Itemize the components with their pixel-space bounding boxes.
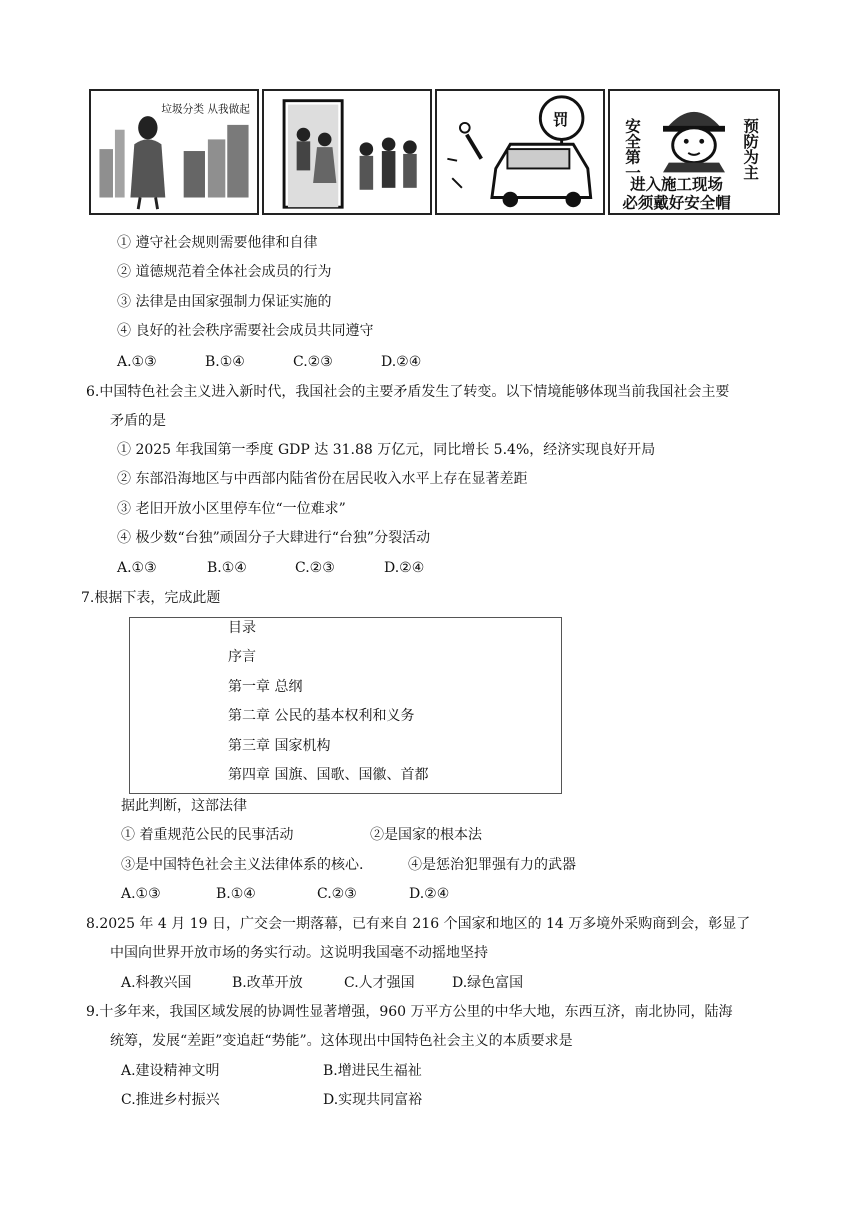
q9-option-b[interactable]: B.增进民生福祉 [323, 1063, 422, 1079]
comic-panel-safety-helmet [608, 89, 780, 215]
q6-stem-line2: 矛盾的是 [110, 413, 166, 429]
panel4-line1: 进入施工现场 [630, 175, 724, 194]
q5-option-c[interactable]: C.②③ [293, 354, 333, 370]
q5-option-d[interactable]: D.②④ [381, 354, 422, 370]
q9-stem-line1: 9.十多年来，我国区域发展的协调性显著增强，960 万平方公里的中华大地，东西互济，南北协同，陆海 [86, 1004, 733, 1020]
q5-option-a[interactable]: A.①③ [117, 354, 157, 370]
q9-option-c[interactable]: C.推进乡村振兴 [121, 1092, 220, 1108]
q5-statement-2: ② 道德规范着全体社会成员的行为 [117, 264, 332, 280]
q7-statement-1: ① 着重规范公民的民事活动 [121, 827, 294, 843]
q7-statement-4: ④是惩治犯罪强有力的武器 [408, 857, 576, 873]
panel4-left-slogan: 安全第一 [623, 118, 642, 181]
q5-statement-4: ④ 良好的社会秩序需要社会成员共同遵守 [117, 323, 374, 339]
q5-statement-3: ③ 法律是由国家强制力保证实施的 [117, 294, 332, 310]
garbage-sorting-illustration [91, 91, 257, 213]
q7-option-b[interactable]: B.①④ [216, 886, 256, 902]
q9-option-a[interactable]: A.建设精神文明 [121, 1063, 220, 1079]
q6-statement-3: ③ 老旧开放小区里停车位“一位难求” [117, 501, 346, 517]
q9-option-d[interactable]: D.实现共同富裕 [323, 1092, 423, 1108]
q5-option-b[interactable]: B.①④ [205, 354, 245, 370]
q8-option-c[interactable]: C.人才强国 [344, 975, 415, 991]
toc-item-chapter2: 第二章 公民的基本权利和义务 [228, 708, 415, 724]
elevator-queue-illustration [264, 91, 430, 213]
q7-statement-3: ③是中国特色社会主义法律体系的核心. [121, 857, 364, 873]
q6-option-c[interactable]: C.②③ [295, 560, 335, 576]
q8-option-b[interactable]: B.改革开放 [232, 975, 303, 991]
panel4-right-slogan: 预防为主 [741, 118, 760, 181]
q7-option-a[interactable]: A.①③ [121, 886, 161, 902]
comic-panel-elevator-queue [262, 89, 432, 215]
q6-option-b[interactable]: B.①④ [207, 560, 247, 576]
traffic-fine-illustration [437, 91, 603, 213]
q6-statement-4: ④ 极少数“台独”顽固分子大肆进行“台独”分裂活动 [117, 530, 431, 546]
comic-panel-garbage-sorting [89, 89, 259, 215]
q7-option-d[interactable]: D.②④ [409, 886, 450, 902]
q6-option-a[interactable]: A.①③ [117, 560, 157, 576]
q7-judge: 据此判断，这部法律 [121, 798, 247, 814]
q6-option-d[interactable]: D.②④ [384, 560, 425, 576]
toc-item-preface: 序言 [228, 649, 256, 665]
q8-stem-line2: 中国向世界开放市场的务实行动。这说明我国毫不动摇地坚持 [110, 945, 488, 961]
toc-item-chapter3: 第三章 国家机构 [228, 738, 331, 754]
q8-option-d[interactable]: D.绿色富国 [452, 975, 524, 991]
q7-stem: 7.根据下表，完成此题 [81, 590, 221, 606]
toc-heading: 目录 [228, 620, 256, 636]
panel4-line2: 必须戴好安全帽 [622, 194, 731, 213]
q6-statement-1: ① 2025 年我国第一季度 GDP 达 31.88 万亿元，同比增长 5.4%，经济实现良好开局 [117, 442, 656, 458]
q6-statement-2: ② 东部沿海地区与中西部内陆省份在居民收入水平上存在显著差距 [117, 471, 528, 487]
q7-statement-2: ②是国家的根本法 [370, 827, 482, 843]
safety-helmet-illustration [610, 91, 778, 213]
q6-stem-line1: 6.中国特色社会主义进入新时代，我国社会的主要矛盾发生了转变。以下情境能够体现当前我国社会主要 [86, 384, 730, 400]
comic-panel-traffic-fine [435, 89, 605, 215]
panel1-slogan: 垃圾分类 从我做起 [161, 102, 250, 116]
toc-item-chapter4: 第四章 国旗、国歌、国徽、首都 [228, 767, 429, 783]
q9-stem-line2: 统筹，发展“差距”变追赶“势能”。这体现出中国特色社会主义的本质要求是 [110, 1033, 573, 1049]
q5-statement-1: ① 遵守社会规则需要他律和自律 [117, 235, 318, 251]
q8-option-a[interactable]: A.科教兴国 [121, 975, 192, 991]
q8-stem-line1: 8.2025 年 4 月 19 日，广交会一期落幕，已有来自 216 个国家和地区的 14 万多境外采购商到会，彰显了 [86, 916, 751, 932]
fine-sign-text: 罚 [552, 110, 569, 129]
toc-item-chapter1: 第一章 总纲 [228, 679, 303, 695]
q7-option-c[interactable]: C.②③ [317, 886, 357, 902]
